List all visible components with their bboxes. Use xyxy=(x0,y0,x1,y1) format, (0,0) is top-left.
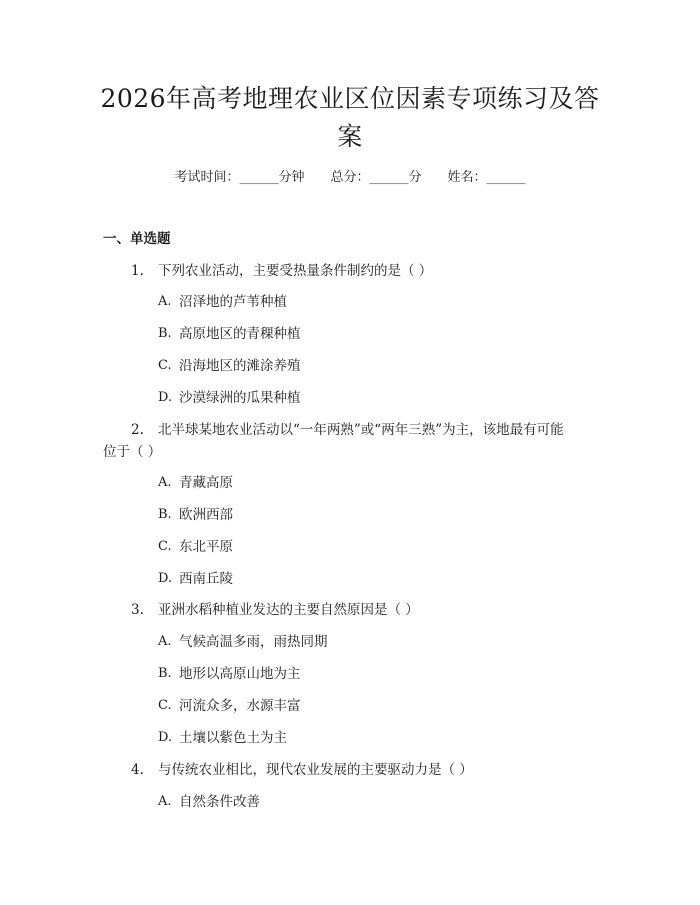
option-letter: B. xyxy=(158,666,172,681)
option-letter: A. xyxy=(158,794,172,809)
option-letter: D. xyxy=(158,390,173,405)
option-text: 自然条件改善 xyxy=(179,794,260,810)
document-title: 2026年高考地理农业区位因素专项练习及答案 xyxy=(100,84,600,151)
section-heading: 一、单选题 xyxy=(103,231,171,247)
option-letter: C. xyxy=(158,539,172,554)
option-text: 气候高温多雨，雨热同期 xyxy=(179,634,328,650)
question-number: 4. xyxy=(131,762,144,778)
option-text: 沙漠绿洲的瓜果种植 xyxy=(179,390,301,406)
question-number: 1. xyxy=(131,263,144,279)
option-text: 青藏高原 xyxy=(179,475,233,491)
question-stem-continued: 位于（ ） xyxy=(103,444,162,460)
option-text: 沿海地区的滩涂养殖 xyxy=(179,358,301,374)
question-stem: 与传统农业相比，现代农业发展的主要驱动力是（ ） xyxy=(158,762,473,778)
option-text: 东北平原 xyxy=(179,539,233,555)
option-letter: D. xyxy=(158,730,173,745)
exam-time-field: 考试时间：______分钟 xyxy=(174,170,305,185)
option-text: 高原地区的青稞种植 xyxy=(179,326,301,342)
question-number: 3. xyxy=(131,602,144,618)
option-letter: D. xyxy=(158,571,173,586)
option-text: 欧洲西部 xyxy=(179,507,233,523)
option-letter: A. xyxy=(158,634,172,649)
option-letter: A. xyxy=(158,294,172,309)
question-number: 2. xyxy=(131,422,144,438)
option-letter: A. xyxy=(158,475,172,490)
option-text: 西南丘陵 xyxy=(179,571,233,587)
student-name-field: 姓名：______ xyxy=(447,170,526,185)
question-stem: 北半球某地农业活动以“一年两熟”或“两年三熟”为主，该地最有可能 xyxy=(158,422,564,438)
question-stem: 下列农业活动，主要受热量条件制约的是（ ） xyxy=(158,263,433,279)
option-text: 河流众多，水源丰富 xyxy=(179,698,301,714)
option-letter: C. xyxy=(158,698,172,713)
option-text: 地形以高原山地为主 xyxy=(179,666,301,682)
option-text: 沼泽地的芦苇种植 xyxy=(179,294,287,310)
question-stem: 亚洲水稻种植业发达的主要自然原因是（ ） xyxy=(158,602,419,618)
option-letter: B. xyxy=(158,326,172,341)
option-text: 土壤以紫色土为主 xyxy=(179,730,287,746)
total-score-field: 总分：______分 xyxy=(330,170,422,185)
exam-info-line xyxy=(0,168,700,188)
option-letter: C. xyxy=(158,358,172,373)
option-letter: B. xyxy=(158,507,172,522)
